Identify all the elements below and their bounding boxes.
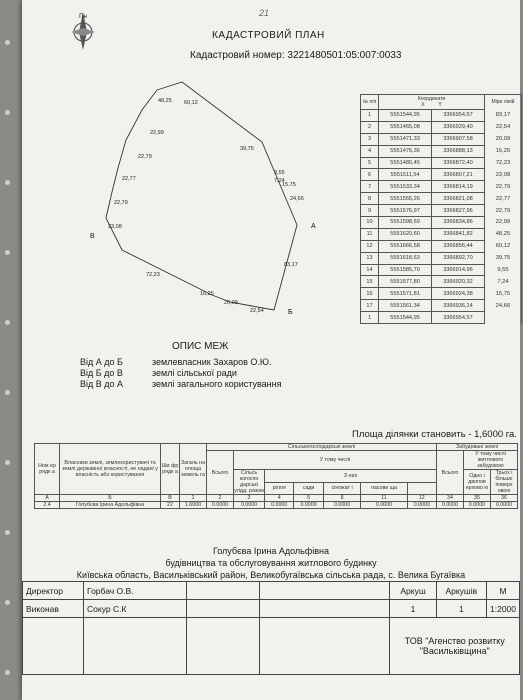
coord-row	[361, 110, 522, 122]
coord-y: 3366907,58	[432, 133, 485, 145]
org-line-2: "Васильківщина"	[419, 646, 490, 656]
coord-x: 5551577,80	[379, 276, 432, 288]
coord-measure: 48,25	[484, 228, 521, 240]
coord-row	[361, 312, 522, 324]
coord-x: 5551465,08	[379, 121, 432, 133]
col-total: Загаль на площа земель га	[180, 444, 207, 495]
segment-length-label: 60,12	[184, 100, 198, 106]
coord-header-title: Координати	[417, 96, 446, 102]
coord-row	[361, 240, 522, 252]
cadastral-number: Кадастровий номер: 3221480501:05:007:0033	[190, 50, 402, 61]
coord-y: 3366807,21	[432, 169, 485, 181]
coord-measure: 16,25	[484, 145, 521, 157]
coord-y: 3366888,13	[432, 145, 485, 157]
coord-no: 16	[361, 288, 379, 300]
page-number: 21	[259, 8, 270, 18]
opys-row-3	[80, 379, 282, 389]
coord-no: 17	[361, 300, 379, 312]
segment-length-label: 22,54	[250, 308, 264, 314]
coord-measure: 39,75	[484, 252, 521, 264]
location: Київська область, Васильківський район, Великобугаївська сільська рада, с. Велика Бугаївка	[76, 570, 466, 580]
coord-x: 5551561,34	[379, 300, 432, 312]
column-number: 3	[234, 495, 265, 502]
col-pasov: пасови ща	[361, 482, 407, 495]
coord-no: 14	[361, 264, 379, 276]
segment-length-label: 83,17	[284, 262, 298, 268]
coord-no: 1	[361, 110, 379, 122]
row-value: 0.0000	[491, 502, 518, 509]
coord-row	[361, 288, 522, 300]
col-one-storey: Одно і двопов ерхово ю	[464, 470, 491, 495]
col-blank	[407, 482, 436, 495]
coord-no: 8	[361, 193, 379, 205]
col-nom: Ном ер рядк а	[35, 444, 60, 495]
row-value: 0.0000	[234, 502, 265, 509]
opys-to: землі загального користування	[152, 379, 282, 389]
row-value: 0.0000	[361, 502, 407, 509]
coord-measure	[484, 312, 521, 324]
director-name: Горбач О.В.	[84, 582, 187, 600]
column-number: 8	[323, 495, 361, 502]
coord-row	[361, 205, 522, 217]
executor-label: Виконав	[23, 600, 84, 618]
column-number: 4	[265, 495, 294, 502]
coord-measure: 7,24	[484, 276, 521, 288]
segment-length-label: 22,79	[114, 200, 128, 206]
segment-length-label: 72,23	[146, 272, 160, 278]
coord-row	[361, 181, 522, 193]
coord-x: 5551585,70	[379, 264, 432, 276]
segment-length-label: 48,25	[158, 98, 172, 104]
opys-heading: ОПИС МЕЖ	[172, 341, 229, 352]
column-number: 5	[294, 495, 323, 502]
col-code: Ши фр рядк а	[161, 444, 180, 495]
point-a-label: А	[311, 223, 316, 230]
title-block	[22, 581, 520, 675]
m-label: М	[487, 582, 520, 600]
coord-y: 3366821,08	[432, 193, 485, 205]
col-rillya: рілля	[265, 482, 294, 495]
coord-row	[361, 193, 522, 205]
coord-no: 11	[361, 228, 379, 240]
coordinates-table	[360, 94, 522, 324]
col-agri-lands: Сільсь когоспо дарські угідд. разом	[234, 470, 264, 494]
coord-measure: 22,77	[484, 193, 521, 205]
coord-no: 10	[361, 217, 379, 229]
coord-row	[361, 157, 522, 169]
opys-from: Від В до А	[80, 379, 124, 389]
column-number: 12	[407, 495, 436, 502]
col-incl: У тому числі	[234, 451, 437, 470]
coord-x: 5551618,63	[379, 252, 432, 264]
column-number: 11	[361, 495, 407, 502]
row-value: 0.0000	[265, 502, 294, 509]
row-value: 0.0000	[294, 502, 323, 509]
coord-header-y: Y	[438, 102, 442, 108]
owner-name: Голубєва Ірина Адольфівна	[212, 546, 330, 556]
coord-y: 3366872,40	[432, 157, 485, 169]
col-sady: сади	[294, 482, 323, 495]
col-three-storey: Трьох і більше поверх овою	[491, 470, 518, 495]
opys-from: Від А до Б	[80, 357, 123, 367]
coord-row	[361, 121, 522, 133]
coord-measure: 23,08	[484, 169, 521, 181]
arkush-label: Аркуш	[390, 582, 436, 600]
coord-y: 3366841,82	[432, 228, 485, 240]
table-row	[35, 502, 518, 509]
point-v-label: В	[90, 233, 95, 240]
arkush-value: 1	[390, 600, 436, 618]
opys-row-2	[80, 368, 237, 378]
row-value: 0.0000	[207, 502, 234, 509]
row-nom: 2.4	[35, 502, 60, 509]
coord-row	[361, 217, 522, 229]
executor-name: Сокур С.К	[84, 600, 187, 618]
coord-measure: 22,79	[484, 181, 521, 193]
svg-text:Пн: Пн	[79, 14, 87, 20]
coord-x: 5551555,26	[379, 193, 432, 205]
binder-holes	[2, 0, 16, 700]
col-built-vsogo: Всього	[437, 451, 464, 495]
coord-x: 5551480,45	[379, 157, 432, 169]
coord-no: 5	[361, 157, 379, 169]
coord-y: 3366920,32	[432, 276, 485, 288]
column-number: 1	[180, 495, 207, 502]
coord-measure: 22,99	[484, 217, 521, 229]
arkushiv-value: 1	[436, 600, 486, 618]
row-value: 1.6000	[180, 502, 207, 509]
coord-y: 3366954,57	[432, 312, 485, 324]
col-owner: Власники землі, землекористувачі та землі державної власності, не надані у власність або користування	[60, 444, 161, 495]
coord-row	[361, 133, 522, 145]
coord-no: 12	[361, 240, 379, 252]
coord-x: 5551476,36	[379, 145, 432, 157]
col-built-incl: У тому числі житлового забудовою	[464, 451, 518, 470]
coord-y: 3366856,44	[432, 240, 485, 252]
organization	[390, 618, 520, 675]
coord-row	[361, 252, 522, 264]
coord-row	[361, 300, 522, 312]
coord-y: 3366954,57	[432, 110, 485, 122]
coord-measure: 60,12	[484, 240, 521, 252]
segment-length-label: 24,66	[290, 196, 304, 202]
point-b-label: Б	[288, 309, 293, 316]
opys-to: землевласник Захаров О.Ю.	[152, 357, 272, 367]
coord-no: 1	[361, 312, 379, 324]
coord-row	[361, 228, 522, 240]
row-value: 0.0000	[437, 502, 464, 509]
row-value: 0.0000	[323, 502, 361, 509]
segment-length-label: 16,25	[200, 291, 214, 297]
coord-measure: 24,66	[484, 300, 521, 312]
coord-no: 3	[361, 133, 379, 145]
coord-measure: 15,75	[484, 288, 521, 300]
parcel-plan	[62, 70, 316, 320]
opys-row-1	[80, 357, 271, 367]
segment-length-label: 9,55	[274, 170, 285, 176]
coord-x: 5551620,60	[379, 228, 432, 240]
col-of: З них	[265, 470, 437, 483]
coord-x: 5551576,97	[379, 205, 432, 217]
coord-no: 2	[361, 121, 379, 133]
column-number: А	[35, 495, 60, 502]
coord-no: 9	[361, 205, 379, 217]
parcel-boundary	[106, 82, 297, 310]
col-built: Забудовані землі	[437, 444, 518, 451]
coord-x: 5551544,95	[379, 110, 432, 122]
coord-measure: 22,54	[484, 121, 521, 133]
coord-x: 5551533,34	[379, 181, 432, 193]
coord-header-no: № п/п	[361, 95, 379, 110]
coord-x: 5551666,58	[379, 240, 432, 252]
coord-x: 5551598,69	[379, 217, 432, 229]
row-value: 0.0000	[407, 502, 436, 509]
cadastral-sheet	[22, 0, 520, 700]
segment-length-label: 7,24	[274, 178, 285, 184]
coord-y: 3366929,40	[432, 121, 485, 133]
segment-length-label: 15,75	[282, 182, 296, 188]
coord-measure: 83,17	[484, 110, 521, 122]
col-agri: Сільськогосподарські землі	[207, 444, 437, 451]
page-title: КАДАСТРОВИЙ ПЛАН	[212, 30, 325, 41]
coord-measure: 72,23	[484, 157, 521, 169]
org-line-1: ТОВ "Агенство розвитку	[404, 636, 505, 646]
coord-x: 5551544,95	[379, 312, 432, 324]
arkushiv-label: Аркушів	[436, 582, 486, 600]
coord-row	[361, 276, 522, 288]
coord-y: 3366814,19	[432, 181, 485, 193]
column-number: В	[161, 495, 180, 502]
coord-y: 3366834,86	[432, 217, 485, 229]
coord-measure: 9,55	[484, 264, 521, 276]
column-number: 34	[437, 495, 464, 502]
coord-header-measure: Міри ліній	[484, 95, 521, 110]
coord-y: 3366914,96	[432, 264, 485, 276]
scale-value: 1:2000	[487, 600, 520, 618]
north-arrow-icon	[66, 10, 100, 52]
coord-y: 3366892,70	[432, 252, 485, 264]
coord-measure: 22,79	[484, 205, 521, 217]
segment-length-label: 39,75	[240, 146, 254, 152]
purpose: будівництва та обслуговування житлового будинку	[165, 558, 377, 568]
coord-y: 3366936,14	[432, 300, 485, 312]
column-number: 36	[491, 495, 518, 502]
segment-length-label: 22,79	[138, 154, 152, 160]
segment-length-label: 23,08	[108, 224, 122, 230]
land-explication-table	[34, 443, 518, 509]
segment-length-label: 20,09	[224, 300, 238, 306]
coord-header	[379, 95, 485, 110]
coord-no: 13	[361, 252, 379, 264]
column-number: 2	[207, 495, 234, 502]
coord-y: 3366827,96	[432, 205, 485, 217]
row-code: 22	[161, 502, 180, 509]
col-vsogo: Всього	[207, 451, 234, 495]
column-number: 35	[464, 495, 491, 502]
segment-length-label: 22,77	[122, 176, 136, 182]
coord-y: 3366924,38	[432, 288, 485, 300]
director-label: Директор	[23, 582, 84, 600]
segment-length-label: 22,99	[150, 130, 164, 136]
opys-to: землі сільської ради	[152, 368, 237, 378]
coord-row	[361, 145, 522, 157]
coord-no: 7	[361, 181, 379, 193]
coord-measure: 20,09	[484, 133, 521, 145]
row-value: 0.0000	[464, 502, 491, 509]
coord-row	[361, 264, 522, 276]
coord-header-x: X	[421, 102, 425, 108]
row-owner: Голубєва Ірина Адольфівна	[60, 502, 161, 509]
coord-x: 5551571,81	[379, 288, 432, 300]
coord-x: 5551511,54	[379, 169, 432, 181]
parcel-area: Площа ділянки становить - 1,6000 га.	[352, 429, 517, 440]
column-number: Б	[60, 495, 161, 502]
coord-no: 6	[361, 169, 379, 181]
opys-from: Від Б до В	[80, 368, 123, 378]
col-sinok: сіножат і	[323, 482, 361, 495]
coord-no: 15	[361, 276, 379, 288]
column-numbers-row	[35, 495, 518, 502]
coord-no: 4	[361, 145, 379, 157]
coord-x: 5551471,33	[379, 133, 432, 145]
coord-row	[361, 169, 522, 181]
